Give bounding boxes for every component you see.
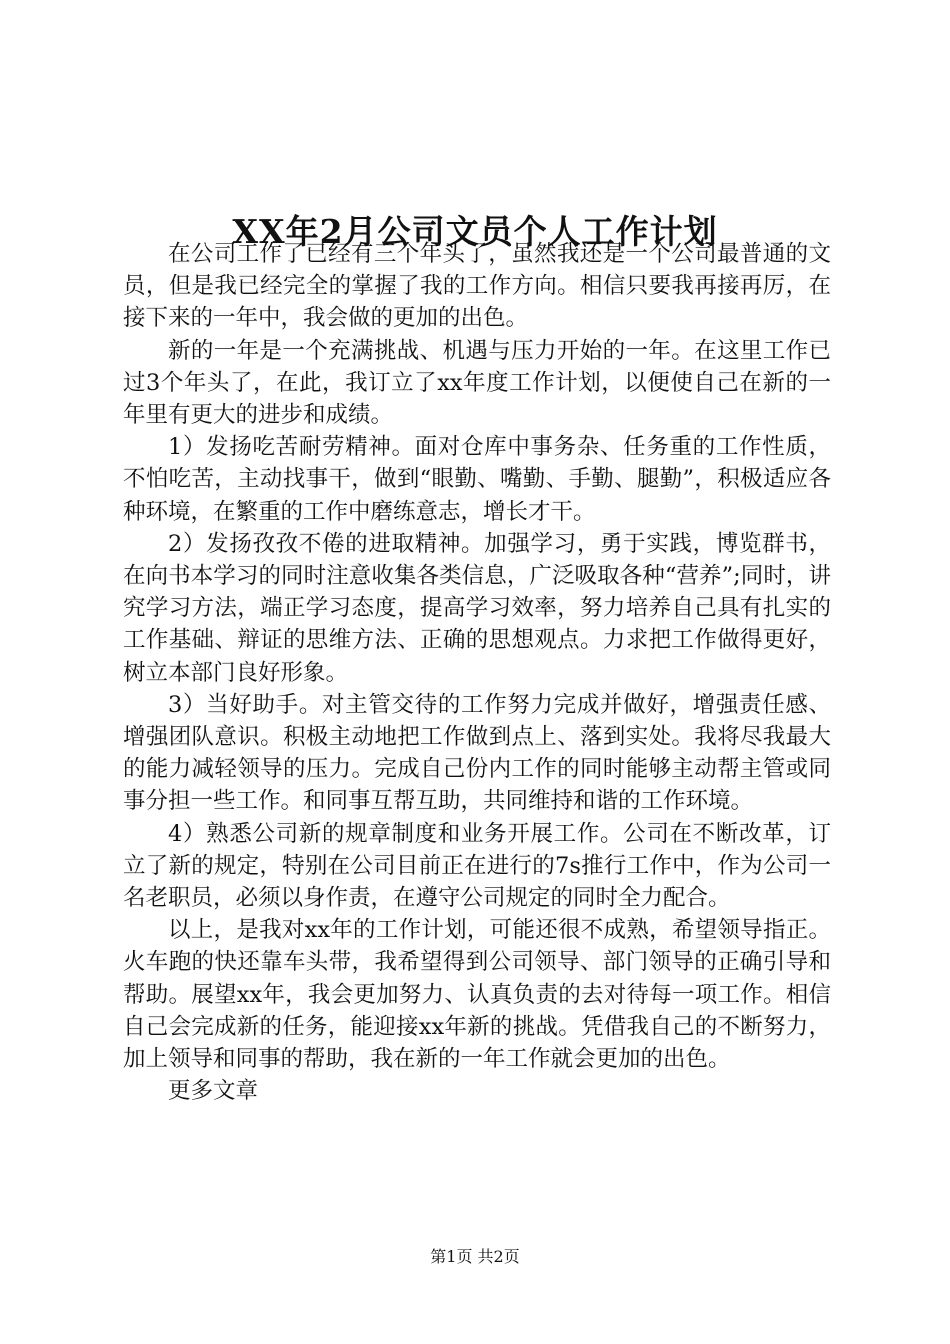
paragraph-new-year: 新的一年是一个充满挑战、机遇与压力开始的一年。在这里工作已过3个年头了，在此，我订立了xx年度工作计划，以便使自己在新的一年里有更大的进步和成绩。 [123, 337, 831, 429]
paragraph-item-4: 4）熟悉公司新的规章制度和业务开展工作。公司在不断改革，订立了新的规定，特别在公司目前正在进行的7s推行工作中，作为公司一名老职员，必须以身作责，在遵守公司规定的同时全力配合。 [123, 820, 831, 912]
page-number-footer: 第1页 共2页 [430, 1247, 520, 1266]
paragraph-conclusion: 以上，是我对xx年的工作计划，可能还很不成熟，希望领导指正。火车跑的快还靠车头带，我希望得到公司领导、部门领导的正确引导和帮助。展望xx年，我会更加努力、认真负责的去对待每一项工作。相信自己会完成新的任务，能迎接xx年新的挑战。凭借我自己的不断努力，加上领导和同事的帮助，我在新的一年工作就会更加的出色。 [123, 917, 831, 1073]
paragraph-intro: 在公司工作了已经有三个年头了，虽然我还是一个公司最普通的文员，但是我已经完全的掌握了我的工作方向。相信只要我再接再厉，在接下来的一年中，我会做的更加的出色。 [123, 241, 831, 332]
document-title: XX年2月公司文员个人工作计划 [232, 212, 718, 252]
document-body [123, 238, 831, 1107]
paragraph-item-1: 1）发扬吃苦耐劳精神。面对仓库中事务杂、任务重的工作性质，不怕吃苦，主动找事干，做到“眼勤、嘴勤、手勤、腿勤”，积极适应各种环境，在繁重的工作中磨练意志，增长才干。 [123, 434, 831, 525]
more-articles-link[interactable]: 更多文章 [168, 1078, 259, 1105]
paragraph-item-2: 2）发扬孜孜不倦的进取精神。加强学习，勇于实践，博览群书，在向书本学习的同时注意收集各类信息，广泛吸取各种“营养”;同时，讲究学习方法，端正学习态度，提高学习效率，努力培养自己具有扎实的工作基础、辩证的思维方法、正确的思想观点。力求把工作做得更好，树立本部门良好形象。 [123, 530, 831, 686]
paragraph-item-3: 3）当好助手。对主管交待的工作努力完成并做好，增强责任感、增强团队意识。积极主动地把工作做到点上、落到实处。我将尽我最大的能力减轻领导的压力。完成自己份内工作的同时能够主动帮主管或同事分担一些工作。和同事互帮互助，共同维持和谐的工作环境。 [123, 691, 831, 815]
